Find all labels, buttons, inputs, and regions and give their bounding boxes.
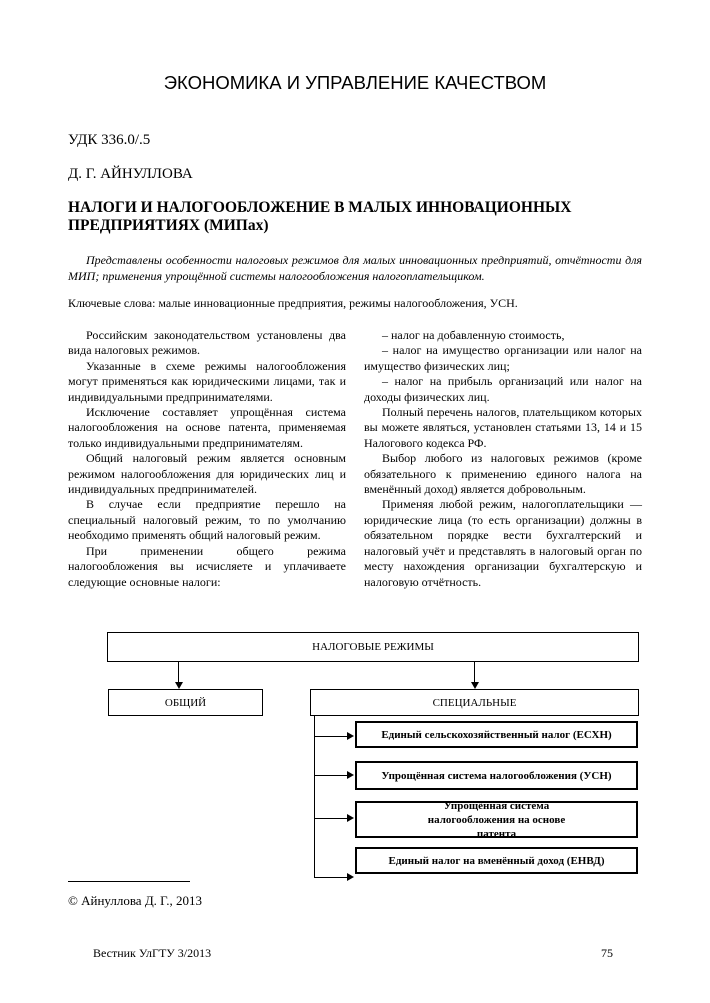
special-item-envd: Единый налог на вменённый доход (ЕНВД): [355, 847, 638, 874]
list-item: – налог на прибыль организаций или налог на доходы физических лиц.: [364, 374, 642, 404]
arrow-right-icon: [347, 873, 354, 881]
connector-line: [314, 775, 347, 776]
paragraph: При применении общего режима налогообложения вы исчисляете и уплачиваете следующие основные налоги:: [68, 543, 346, 589]
arrow-down-icon: [175, 682, 183, 689]
footnote-divider: [68, 881, 190, 882]
paragraph: В случае если предприятие перешло на специальный налоговый режим, то по умолчанию необходимо применять общий налоговый режим.: [68, 497, 346, 543]
body-right-column: [364, 328, 642, 590]
article-keywords: Ключевые слова: малые инновационные предприятия, режимы налогообложения, УСН.: [68, 296, 518, 310]
general-regime-box: ОБЩИЙ: [108, 689, 263, 716]
paragraph: Полный перечень налогов, плательщиком которых вы можете являться, установлен статьями 13, 14 и 15 Налогового кодекса РФ.: [364, 405, 642, 450]
arrow-right-icon: [347, 732, 354, 740]
connector-line: [314, 736, 347, 737]
connector-line: [178, 662, 179, 684]
special-item-esxn: Единый сельскохозяйственный налог (ЕСХН): [355, 721, 638, 748]
article-abstract: Представлены особенности налоговых режимов для малых инновационных предприятий, отчётности для МИП; применения упрощённой системы налогообложения налогоплательщиком.: [68, 253, 642, 283]
list-item: – налог на добавленную стоимость,: [382, 328, 565, 342]
paragraph: Указанные в схеме режимы налогообложения могут применяться как юридическими лицами, так и индивидуальными предпринимателями.: [68, 358, 346, 404]
special-item-usn: Упрощённая система налогообложения (УСН): [355, 761, 638, 790]
special-regimes-box: СПЕЦИАЛЬНЫЕ: [310, 689, 639, 716]
udk-code: УДК 336.0/.5: [68, 132, 151, 148]
author-name: Д. Г. АЙНУЛЛОВА: [68, 166, 193, 182]
connector-line: [474, 662, 475, 684]
connector-line: [314, 818, 347, 819]
connector-line: [314, 716, 315, 878]
paragraph: Исключение составляет упрощённая система налогообложения на основе патента, применяемая только индивидуальными предпринимателям.: [68, 405, 346, 450]
page-number: 75: [601, 946, 613, 960]
arrow-right-icon: [347, 771, 354, 779]
copyright-notice: © Айнуллова Д. Г., 2013: [68, 893, 202, 908]
list-item: – налог на имущество организации или налог на имущество физических лиц;: [364, 343, 642, 373]
paragraph: Выбор любого из налоговых режимов (кроме обязательного к применению единого налога на вменённый доход) является добровольным.: [364, 451, 642, 497]
arrow-down-icon: [471, 682, 479, 689]
connector-line: [314, 877, 347, 878]
paragraph: Применяя любой режим, налогоплательщики — юридические лица (то есть организации) должны в обязательном порядке вести бухгалтерский и налоговый учёт и представлять в налоговый орган по месту нахождения организации бухгалтерскую и налоговую отчётность.: [364, 497, 642, 589]
paragraph: Российским законодательством установлены два вида налоговых режимов.: [68, 328, 346, 358]
paragraph: Общий налоговый режим является основным режимом налогообложения для юридических лиц и индивидуальных предпринимателей.: [68, 451, 346, 497]
special-item-usn-patent: Упрощённая система налогообложения на основе патента: [355, 801, 638, 838]
body-left-column: [68, 328, 346, 590]
journal-footer: Вестник УлГТУ 3/2013: [93, 946, 212, 960]
diagram-root-box: НАЛОГОВЫЕ РЕЖИМЫ: [107, 632, 639, 662]
arrow-right-icon: [347, 814, 354, 822]
article-title: НАЛОГИ И НАЛОГООБЛОЖЕНИЕ В МАЛЫХ ИННОВАЦИОННЫХ ПРЕДПРИЯТИЯХ (МИПах): [68, 199, 572, 234]
journal-section-title: ЭКОНОМИКА И УПРАВЛЕНИЕ КАЧЕСТВОМ: [163, 72, 547, 93]
